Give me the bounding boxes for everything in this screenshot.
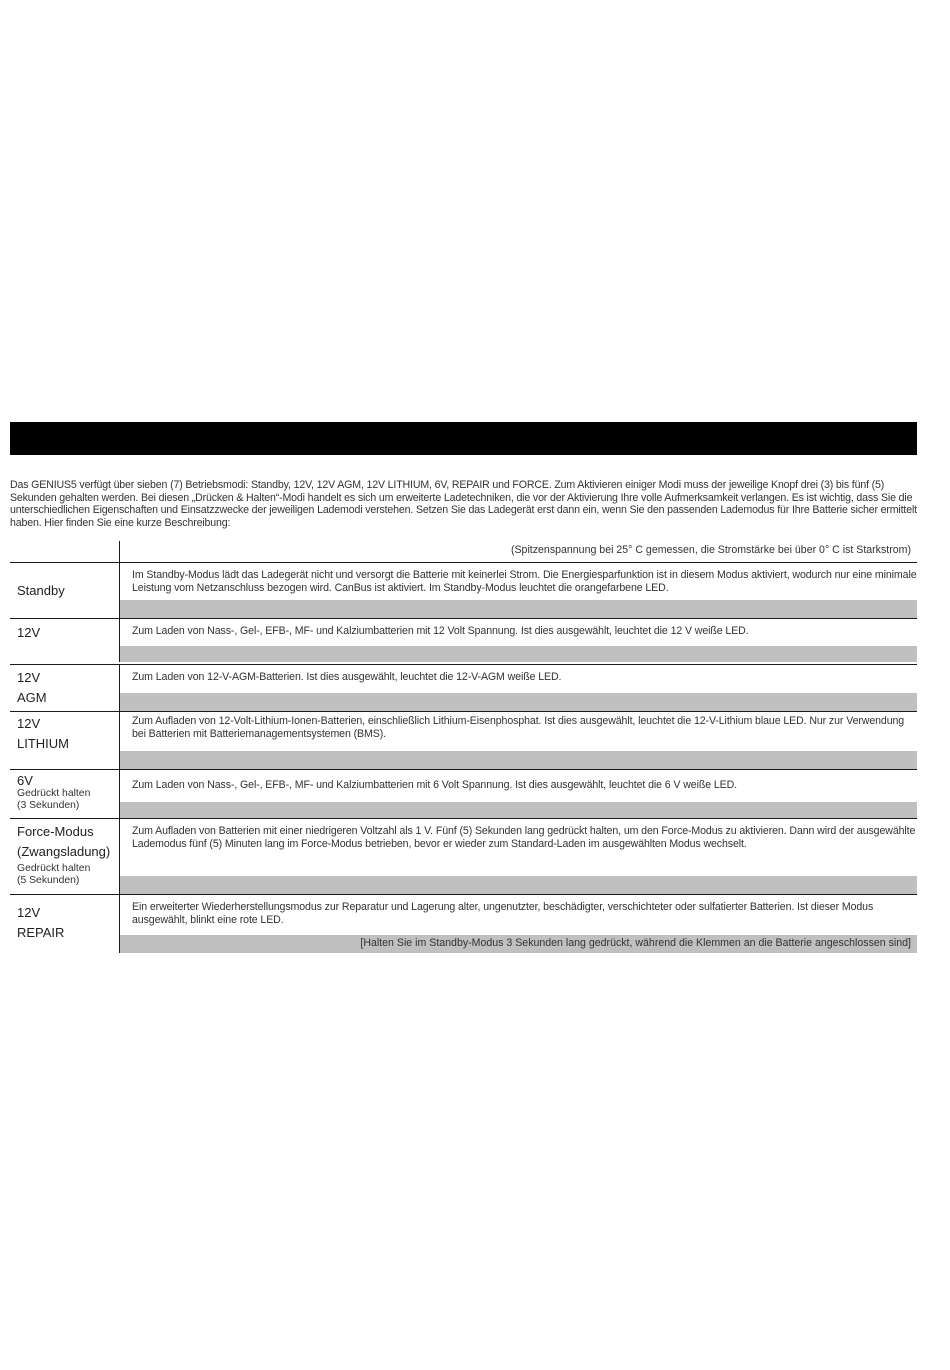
gray-band [120,646,917,662]
table-note: (Spitzenspannung bei 25° C gemessen, die Stromstärke bei über 0° C ist Starkstrom) [510,544,911,556]
repair-hold-note: [Halten Sie im Standby-Modus 3 Sekunden lang gedrückt, während die Klemmen an die Batterie angeschlossen sind] [360,937,911,949]
section-header-bar [10,422,917,455]
mode-label: 12V [17,670,41,685]
mode-row-6v [10,769,917,818]
mode-description: Im Standby-Modus lädt das Ladegerät nicht und versorgt die Batterie mit keinerlei Strom. Die Energiesparfunktion ist in diesem Modus aktiviert, wodurch nur eine minimale Leistung vom Netzanschluss bezogen wird. CanBus ist aktiviert. Im Standby-Modus leuchtet die orangefarbene LED. [132,569,917,594]
mode-row-standby [10,562,917,618]
mode-description: Zum Aufladen von 12-Volt-Lithium-Ionen-Batterien, einschließlich Lithium-Eisenphosphat. Ist dies ausgewählt, leuchtet die 12-V-Lithium blaue LED. Nur zur Verwendung bei Batterien mit Batteriemanagementsystemen (BMS). [132,715,905,740]
mode-description: Zum Laden von Nass-, Gel-, EFB-, MF- und Kalziumbatterien mit 12 Volt Spannung. Ist dies ausgewählt, leuchtet die 12 V weiße LED. [132,625,749,637]
mode-label-line2: LITHIUM [17,736,69,751]
gray-band [120,693,917,711]
gray-band [120,876,917,894]
mode-label-line2: (Zwangsladung) [17,844,111,859]
mode-label: 6V [17,773,33,788]
mode-description: Zum Aufladen von Batterien mit einer niedrigeren Voltzahl als 1 V. Fünf (5) Sekunden lang gedrückt halten, um den Force-Modus zu aktivieren. Dann wird der ausgewählte Lademodus fünf (5) Minuten lang im Force-Modus betrieben, bevor er wieder zum Standard-Laden im ausgewählten Modus wechselt. [132,825,916,850]
mode-description: Zum Laden von 12-V-AGM-Batterien. Ist dies ausgewählt, leuchtet die 12-V-AGM weiße LED. [132,671,562,683]
mode-sublabel: Gedrückt halten [17,863,91,874]
gray-band [120,935,917,953]
mode-sublabel-duration: (5 Sekunden) [17,875,80,886]
mode-label: 12V [17,716,41,731]
gray-band [120,751,917,769]
mode-sublabel: Gedrückt halten [17,788,91,799]
mode-row-12v-lithium [10,711,917,769]
mode-row-12v-repair [10,894,917,953]
gray-band [120,802,917,818]
mode-row-force [10,818,917,894]
mode-row-12v-agm [10,664,917,711]
mode-description: Ein erweiterter Wiederherstellungsmodus zur Reparatur und Lagerung alter, ungenutzter, beschädigter, verschichteter oder sulfatierter Batterien. Ist dieser Modus ausgewählt, blinkt eine rote LED. [132,901,874,926]
mode-description: Zum Laden von Nass-, Gel-, EFB-, MF- und Kalziumbatterien mit 6 Volt Spannung. Ist dies ausgewählt, leuchtet die 6 V weiße LED. [132,779,737,791]
mode-row-12v [10,618,917,662]
mode-label: Standby [17,582,65,598]
mode-label: 12V [17,625,41,640]
gray-band [120,600,917,618]
mode-label-line2: REPAIR [17,925,65,940]
mode-label: Force-Modus [17,824,94,839]
mode-label: 12V [17,905,41,920]
header-left-cell [10,541,120,562]
mode-sublabel-duration: (3 Sekunden) [17,800,80,811]
intro-paragraph: Das GENIUS5 verfügt über sieben (7) Betriebsmodi: Standby, 12V, 12V AGM, 12V LITHIUM, 6V, REPAIR und FORCE. Zum Aktivieren einiger Modi muss der jeweilige Knopf drei (3) bis fünf (5) Sekunden gehalten werden. Bei diesen „Drücken & Halten“-Modi handelt es sich um erweiterte Ladetechniken, die vor der Aktivierung Ihre volle Aufmerksamkeit verlangen. Es ist wichtig, dass Sie die unterschiedlichen Eigenschaften und Einsatzzwecke der jeweiligen Lademodi verstehen. Setzen Sie das Ladegerät erst dann ein, wenn Sie den passenden Lademodus für Ihre Batterie sicher ermittelt haben. Hier finden Sie eine kurze Beschreibung: [10,479,917,529]
table-header-row [10,541,917,562]
mode-label-line2: AGM [17,690,47,705]
modes-table [10,541,917,953]
